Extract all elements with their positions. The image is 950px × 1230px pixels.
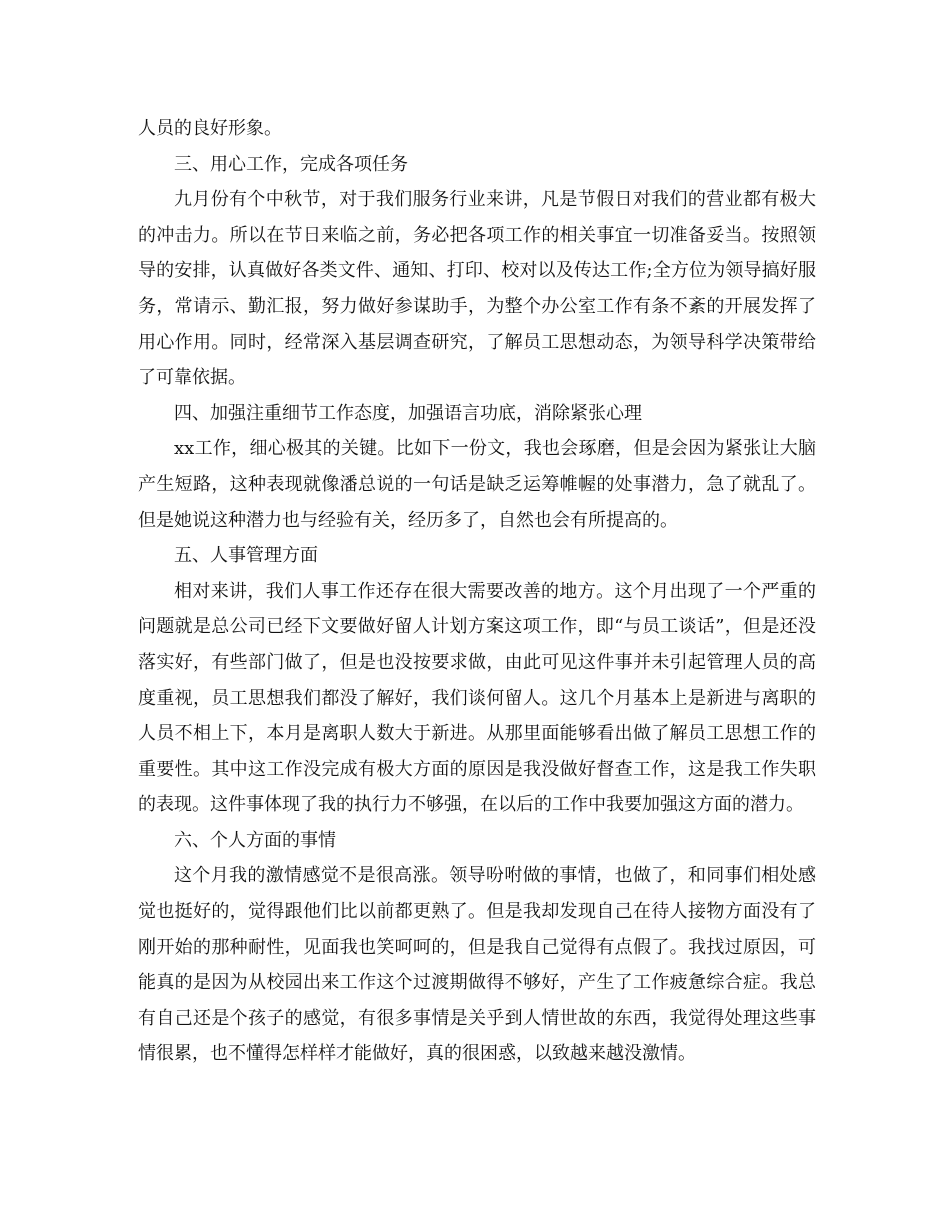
- body-paragraph: 相对来讲，我们人事工作还存在很大需要改善的地方。这个月出现了一个严重的问题就是总公司已经下文要做好留人计划方案这项工作，即“与员工谈话”，但是还没落实好，有些部门做了，但是也没按要求做，由此可见这件事并未引起管理人员的高度重视，员工思想我们都没了解好，我们谈何留人。这几个月基本上是新进与离职的人员不相上下，本月是离职人数大于新进。从那里面能够看出做了解员工思想工作的重要性。其中这工作没完成有极大方面的原因是我没做好督查工作，这是我工作失职的表现。这件事体现了我的执行力不够强，在以后的工作中我要加强这方面的潜力。: [138, 580, 816, 816]
- body-paragraph: xx工作，细心极其的关键。比如下一份文，我也会琢磨，但是会因为紧张让大脑产生短路，这种表现就像潘总说的一句话是缺乏运筹帷幄的处事潜力，急了就乱了。但是她说这种潜力也与经验有关，经历多了，自然也会有所提高的。: [138, 438, 816, 531]
- body-paragraph: 九月份有个中秋节，对于我们服务行业来讲，凡是节假日对我们的营业都有极大的冲击力。所以在节日来临之前，务必把各项工作的相关事宜一切准备妥当。按照领导的安排，认真做好各类文件、通知、打印、校对以及传达工作;全方位为领导搞好服务，常请示、勤汇报，努力做好参谋助手，为整个办公室工作有条不紊的开展发挥了用心作用。同时，经常深入基层调查研究，了解员工思想动态，为领导科学决策带给了可靠依据。: [138, 189, 816, 389]
- section-heading-6: 六、个人方面的事情: [174, 829, 336, 851]
- document-page: [138, 111, 816, 1072]
- body-paragraph: 这个月我的激情感觉不是很高涨。领导吩咐做的事情，也做了，和同事们相处感觉也挺好的，觉得跟他们比以前都更熟了。但是我却发现自己在待人接物方面没有了刚开始的那种耐性，见面我也笑呵呵的，但是我自己觉得有点假了。我找过原因，可能真的是因为从校园出来工作这个过渡期做得不够好，产生了工作疲惫综合症。我总有自己还是个孩子的感觉，有很多事情是关乎到人情世故的东西，我觉得处理这些事情很累，也不懂得怎样样才能做好，真的很困惑，以致越来越没激情。: [138, 865, 816, 1065]
- section-heading-4: 四、加强注重细节工作态度，加强语言功底，消除紧张心理: [174, 402, 642, 424]
- section-heading-5: 五、人事管理方面: [174, 545, 318, 567]
- section-heading-3: 三、用心工作，完成各项任务: [174, 153, 408, 175]
- continued-paragraph: 人员的良好形象。: [138, 118, 282, 139]
